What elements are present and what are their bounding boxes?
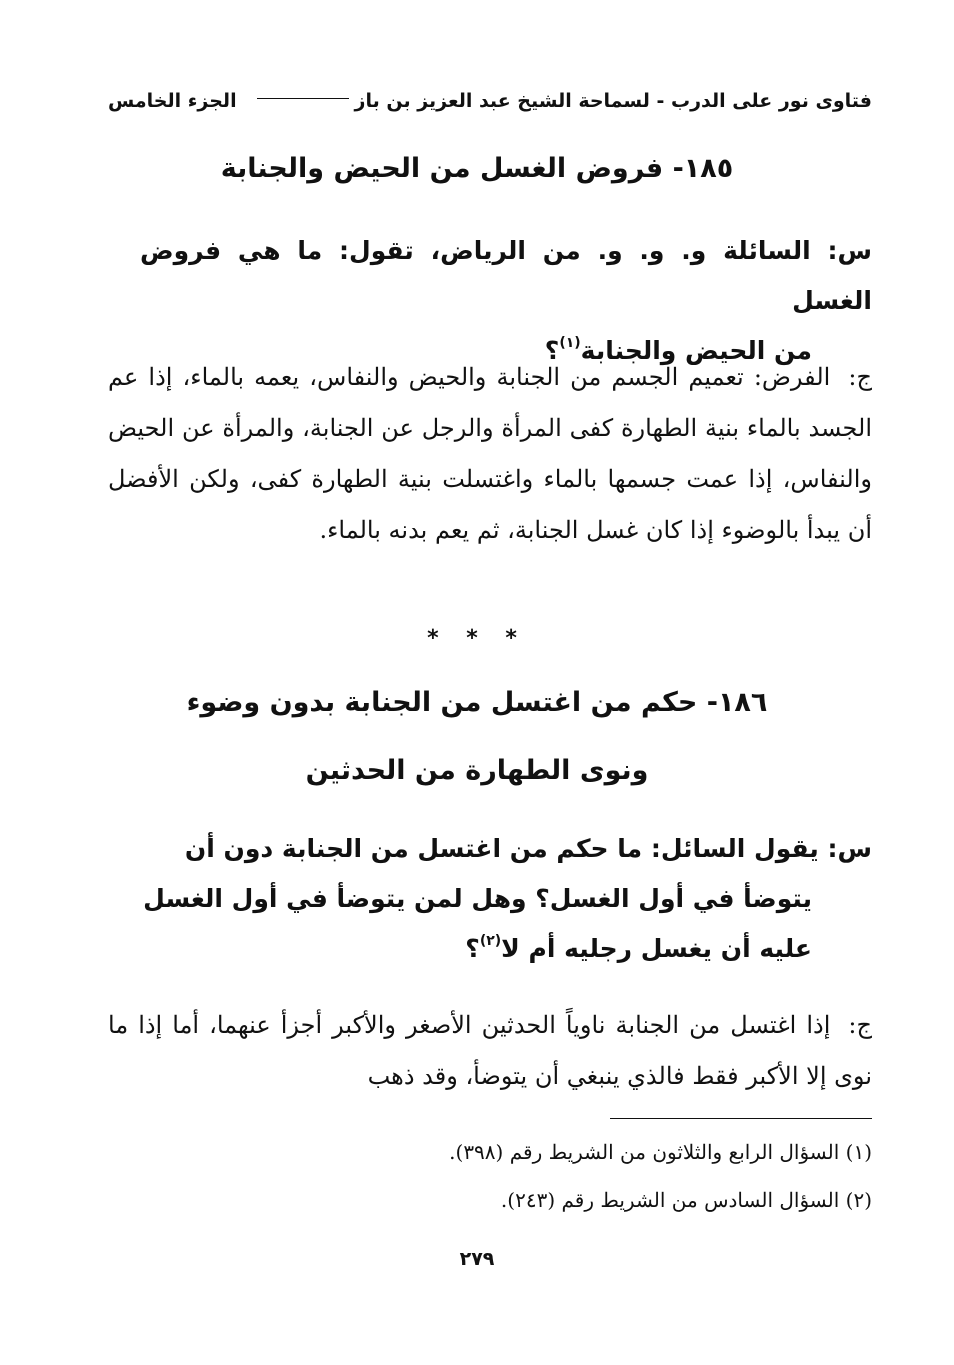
running-header — [108, 86, 872, 116]
question-line-1: السائلة و. و. و. من الرياض، تقول: ما هي فروض الغسل — [140, 236, 872, 315]
footnote-2: (٢) السؤال السادس من الشريط رقم (٢٤٣). — [500, 1188, 872, 1212]
section-separator: * * * — [427, 626, 527, 651]
question-line-1: يقول السائل: ما حكم من اغتسل من الجنابة دون أن — [184, 834, 819, 863]
fatwa-186-title-line-2: ونوى الطهارة من الحدثين — [305, 755, 649, 786]
footnotes — [108, 1128, 872, 1224]
footnote-ref-1: (١) — [559, 335, 581, 351]
fatwa-186-title-line-1: ١٨٦- حكم من اغتسل من الجنابة بدون وضوء — [186, 687, 768, 718]
fatwa-185-title: ١٨٥- فروض الغسل من الحيض والجنابة — [220, 153, 734, 184]
footnote-ref-2: (٢) — [479, 933, 502, 949]
question-mark: ؟ — [465, 934, 480, 963]
question-marker: س: — [827, 834, 872, 863]
question-line-3: عليه أن يغسل رجليه أم لا — [501, 934, 812, 963]
footnote-rule — [610, 1118, 872, 1119]
footnote-1: (١) السؤال الرابع والثلاثون من الشريط رقم (٣٩٨). — [449, 1140, 872, 1164]
fatwa-185-answer — [108, 352, 872, 556]
answer-marker: ج: — [848, 1011, 872, 1039]
question-line-2: يتوضأ في أول الغسل؟ وهل لمن يتوضأ في أول الغسل — [143, 884, 812, 913]
answer-marker: ج: — [848, 363, 872, 391]
answer-text: الفرض: تعميم الجسم من الجنابة والحيض والنفاس، يعمه بالماء، إذا عم الجسد بالماء بنية الطهارة كفى المرأة والرجل عن الجنابة، والمرأة عن الحيض والنفاس، إذا عمت جسمها بالماء واغتسلت بنية الطهارة كفى، ولكن الأفضل أن يبدأ بالوضوء إذا كان غسل الجنابة، ثم يعم بدنه بالماء. — [108, 363, 872, 544]
question-line-2: من الحيض والجنابة — [580, 336, 812, 365]
fatwa-186-question — [140, 824, 872, 974]
book-title: فتاوى نور على الدرب - لسماحة الشيخ عبد العزيز بن باز — [354, 90, 872, 112]
question-mark: ؟ — [544, 336, 560, 365]
fatwa-186-answer — [108, 1000, 872, 1102]
volume-label: الجزء الخامس — [108, 90, 237, 112]
answer-text: إذا اغتسل من الجنابة ناوياً الحدثين الأصغر والأكبر أجزأ عنهما، أما إذا ما نوى إلا الأكبر فقط فالذي ينبغي أن يتوضأ، وقد ذهب — [108, 1011, 872, 1090]
question-marker: س: — [827, 236, 872, 265]
page-number: ٢٧٩ — [459, 1248, 495, 1270]
header-rule — [257, 98, 349, 99]
question-line-3-wrap — [140, 924, 872, 974]
